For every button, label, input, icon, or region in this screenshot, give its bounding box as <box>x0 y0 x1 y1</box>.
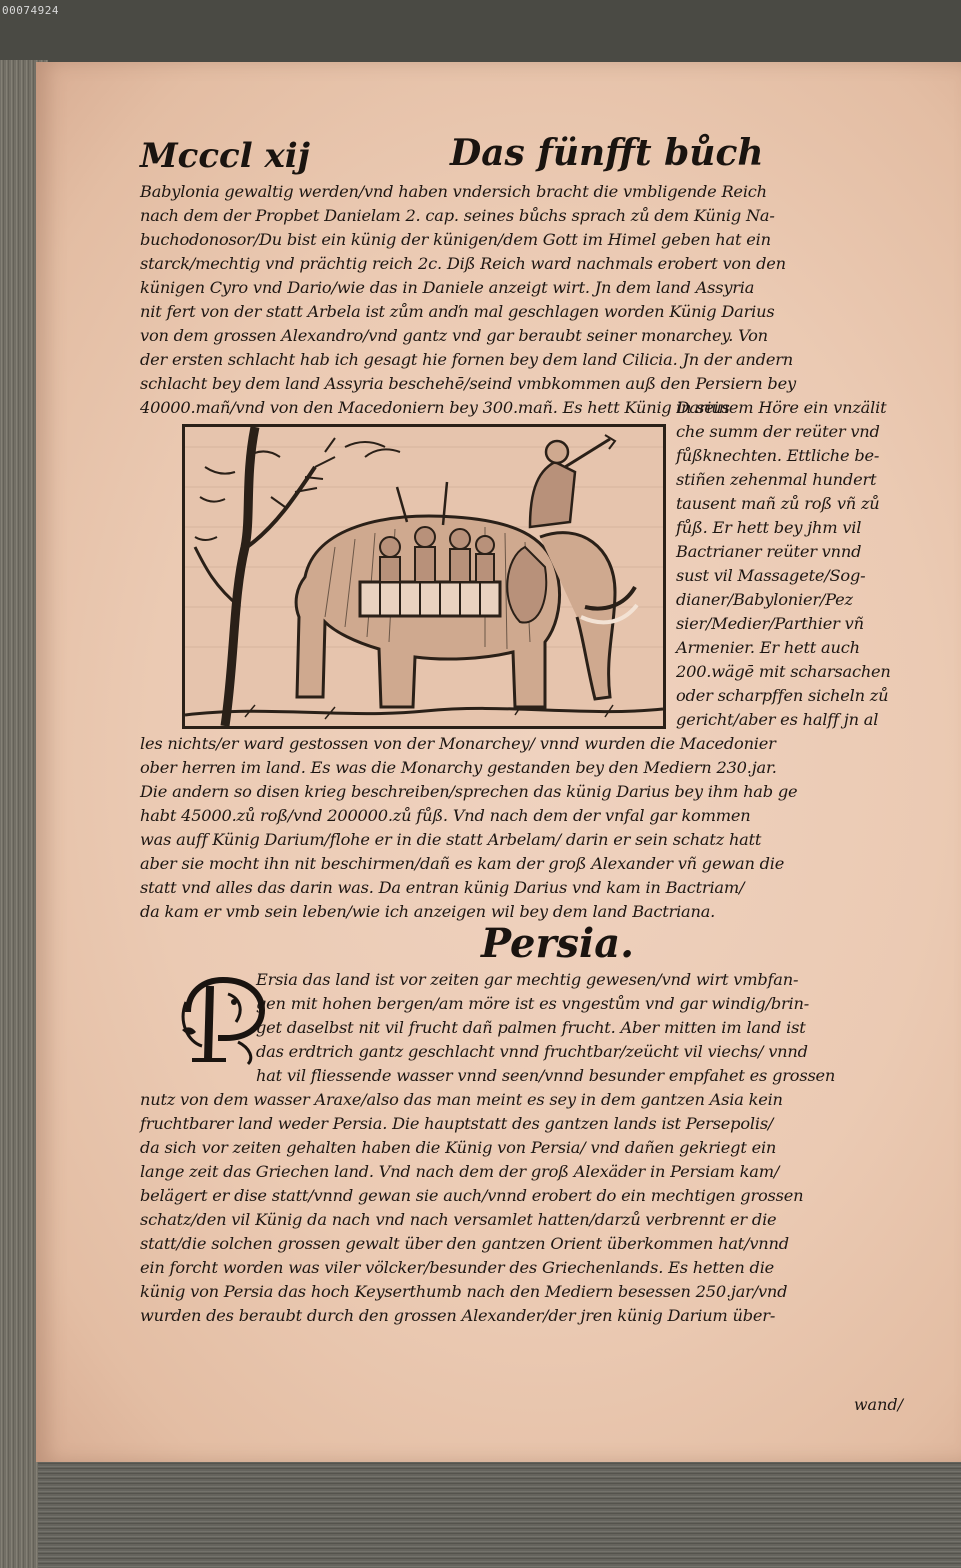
text-line: gericht/aber es halff jn al <box>676 710 879 729</box>
text-line: fůß. Er hett bey jhm vil <box>676 518 862 537</box>
text-line: nutz von dem wasser Araxe/also das man meint es sey in dem gantzen Asia kein <box>140 1090 783 1109</box>
text-line: 200.wägē mit scharsachen <box>676 662 891 681</box>
text-line: aber sie mocht ihn nit beschirmen/dañ es kam der groß Alexander vñ gewan die <box>140 854 785 873</box>
text-line: das erdtrich gantz geschlacht vnnd fruchtbar/zeücht vil viechs/ vnnd <box>256 1042 808 1061</box>
text-line: Ersia das land ist vor zeiten gar mechtig gewesen/vnd wirt vmbfan- <box>256 970 799 989</box>
text-line: der ersten schlacht hab ich gesagt hie fornen bey dem land Cilicia. Jn der andern <box>140 350 793 369</box>
text-line: fůßknechten. Ettliche be- <box>676 446 880 465</box>
text-line: wurden des beraubt durch den grossen Alexander/der jren künig Darium über- <box>140 1306 776 1325</box>
text-line: gen mit hohen bergen/am möre ist es vngestům vnd gar windig/brin- <box>256 994 810 1013</box>
text-line: fruchtbarer land weder Persia. Die hauptstatt des gantzen lands ist Persepolis/ <box>140 1114 774 1133</box>
text-line: was auff Künig Darium/flohe er in die statt Arbelam/ darin er sein schatz hatt <box>140 830 762 849</box>
text-line: Die andern so disen krieg beschreiben/sprechen das künig Darius bey ihm hab ge <box>140 782 798 801</box>
text-line: lange zeit das Griechen land. Vnd nach dem der groß Alexäder in Persiam kam/ <box>140 1162 780 1181</box>
text-line: belägert er dise statt/vnnd gewan sie auch/vnnd erobert do ein mechtigen grossen <box>140 1186 804 1205</box>
section-title-persia: Persia. <box>481 920 635 967</box>
text-line: 40000.mañ/vnd von den Macedoniern bey 300.mañ. Es hett Künig Darius <box>140 398 730 417</box>
text-line: starck/mechtig vnd prächtig reich 2c. Diß Reich ward nachmals erobert von den <box>140 254 786 273</box>
text-line: hat vil fliessende wasser vnnd seen/vnnd besunder empfahet es grossen <box>256 1066 836 1085</box>
text-line: che summ der reüter vnd <box>676 422 880 441</box>
text-line: Armenier. Er hett auch <box>676 638 860 657</box>
text-line: von dem grossen Alexandro/vnd gantz vnd gar beraubt seiner monarchey. Von <box>140 326 768 345</box>
elephant-woodcut-icon <box>185 427 663 726</box>
text-line: statt/die solchen grossen gewalt über den gantzen Orient überkommen hat/vnnd <box>140 1234 789 1253</box>
text-line: künigen Cyro vnd Dario/wie das in Daniele anzeigt wirt. Jn dem land Assyria <box>140 278 755 297</box>
text-line: stiñen zehenmal hundert <box>676 470 877 489</box>
text-line: buchodonosor/Du bist ein künig der künigen/dem Gott im Himel geben hat ein <box>140 230 771 249</box>
text-line: in seinem Höre ein vnzälit <box>676 398 887 417</box>
text-line: tausent mañ zů roß vñ zů <box>676 494 880 513</box>
text-line: oder scharpffen sicheln zů <box>676 686 889 705</box>
scan-id-label: 00074924 <box>2 4 59 17</box>
folio-number: Mcccl xij <box>140 136 310 176</box>
page-stack <box>38 1455 961 1568</box>
text-line: nach dem der Propbet Danielam 2. cap. seines bůchs sprach zů dem Künig Na- <box>140 206 775 225</box>
catchword: wand/ <box>853 1395 903 1414</box>
text-line: sier/Medier/Parthier vñ <box>676 614 864 633</box>
text-line: schatz/den vil Künig da nach vnd nach versamlet hatten/darzů verbrennt er die <box>140 1210 777 1229</box>
text-line: sust vil Massagete/Sog- <box>676 566 866 585</box>
text-line: da kam er vmb sein leben/wie ich anzeigen wil bey dem land Bactriana. <box>140 902 716 921</box>
page-header <box>140 132 880 182</box>
book-page <box>36 62 961 1462</box>
text-line: schlacht bey dem land Assyria beschehē/seind vmbkommen auß den Persiern bey <box>140 374 796 393</box>
text-line: nit fert von der statt Arbela ist zům anďn mal geschlagen worden Künig Darius <box>140 302 775 321</box>
text-line: da sich vor zeiten gehalten haben die Künig von Persia/ vnd dañen gekriegt ein <box>140 1138 777 1157</box>
elephant-woodcut-illustration <box>182 424 666 729</box>
text-line: get daselbst nit vil frucht dañ palmen frucht. Aber mitten im land ist <box>256 1018 806 1037</box>
text-line: statt vnd alles das darin was. Da entran künig Darius vnd kam in Bactriam/ <box>140 878 745 897</box>
text-line: künig von Persia das hoch Keyserthumb nach den Mediern besessen 250.jar/vnd <box>140 1282 788 1301</box>
text-line: les nichts/er ward gestossen von der Monarchey/ vnnd wurden die Macedonier <box>140 734 776 753</box>
text-line: ober herren im land. Es was die Monarchy gestanden bey den Mediern 230.jar. <box>140 758 777 777</box>
text-line: Babylonia gewaltig werden/vnd haben vndersich bracht die vmbligende Reich <box>140 182 767 201</box>
text-line: ein forcht worden was viler völcker/besunder des Griechenlands. Es hetten die <box>140 1258 775 1277</box>
text-line: Bactrianer reüter vnnd <box>676 542 862 561</box>
text-line: dianer/Babylonier/Pez <box>676 590 853 609</box>
text-line: habt 45000.zů roß/vnd 200000.zů fůß. Vnd nach dem der vnfal gar kommen <box>140 806 751 825</box>
running-head: Das fünfft bůch <box>450 132 764 174</box>
